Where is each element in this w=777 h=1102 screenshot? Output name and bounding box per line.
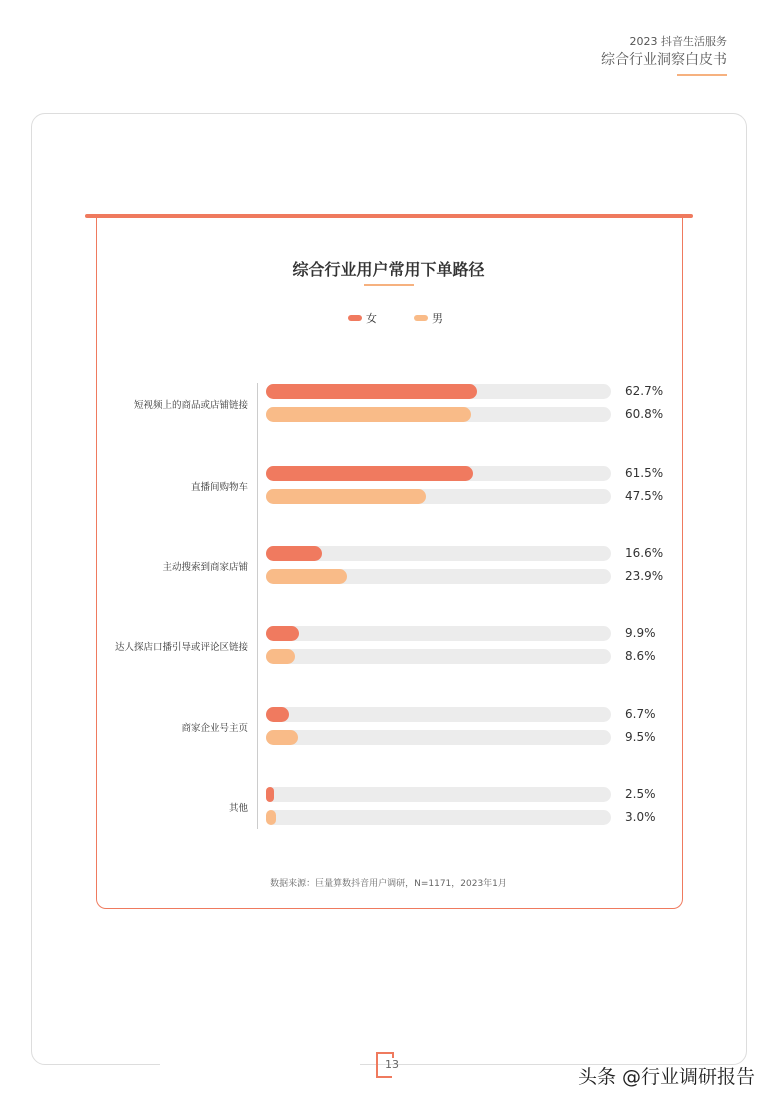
bar-male: [266, 649, 295, 664]
bar-female: [266, 466, 473, 481]
bar-track: [266, 787, 611, 802]
bar-female: [266, 384, 477, 399]
bar-track: [266, 810, 611, 825]
legend-label: 女: [366, 312, 377, 325]
bar-track: [266, 466, 611, 481]
bar-male: [266, 569, 347, 584]
legend-item-male: [414, 310, 443, 326]
bar-female: [266, 707, 289, 722]
bar-female: [266, 787, 274, 802]
bar-female: [266, 546, 322, 561]
category-label: 直播间购物车: [190, 482, 248, 493]
data-label: 62.7%: [625, 384, 664, 398]
bar-male: [266, 407, 471, 422]
bar-track: [266, 707, 611, 722]
data-label: 61.5%: [625, 466, 664, 480]
header-title: 综合行业洞察白皮书: [601, 52, 727, 68]
category-label: 其他: [228, 803, 248, 814]
data-label: 8.6%: [625, 649, 656, 663]
data-label: 16.6%: [625, 546, 664, 560]
data-label: 9.9%: [625, 626, 656, 640]
category-label: 主动搜索到商家店铺: [162, 562, 248, 573]
data-label: 47.5%: [625, 489, 664, 503]
data-label: 9.5%: [625, 730, 656, 744]
legend-swatch: [414, 315, 428, 321]
chart-title: 综合行业用户常用下单路径: [292, 260, 485, 279]
category-label: 短视频上的商品或店铺链接: [133, 400, 248, 411]
data-label: 60.8%: [625, 407, 664, 421]
bar-track: [266, 546, 611, 561]
bar-male: [266, 810, 276, 825]
data-label: 2.5%: [625, 787, 656, 801]
bar-track: [266, 384, 611, 399]
data-label: 6.7%: [625, 707, 656, 721]
title-underline: [364, 284, 414, 286]
header-underline: [677, 74, 727, 76]
bar-track: [266, 407, 611, 422]
category-label: 商家企业号主页: [181, 723, 248, 734]
bar-track: [266, 649, 611, 664]
header-subtitle: 2023 抖音生活服务: [629, 35, 727, 48]
watermark: 头条 @行业调研报告: [578, 1066, 756, 1088]
data-label: 3.0%: [625, 810, 656, 824]
bar-track: [266, 489, 611, 504]
category-label: 达人探店口播引导或评论区链接: [114, 642, 248, 653]
frame-gap: [160, 1055, 360, 1075]
legend-item-female: [348, 310, 377, 326]
bar-male: [266, 730, 298, 745]
data-source: 数据来源：巨量算数抖音用户调研，N=1171，2023年1月: [270, 879, 507, 889]
bar-track: [266, 626, 611, 641]
chart-top-bar: [85, 214, 693, 218]
bar-track: [266, 569, 611, 584]
bar-male: [266, 489, 426, 504]
legend-label: 男: [432, 312, 443, 325]
bar-track: [266, 730, 611, 745]
page-number: 13: [385, 1058, 399, 1071]
data-label: 23.9%: [625, 569, 664, 583]
legend-swatch: [348, 315, 362, 321]
category-axis: [257, 383, 258, 829]
bar-female: [266, 626, 299, 641]
